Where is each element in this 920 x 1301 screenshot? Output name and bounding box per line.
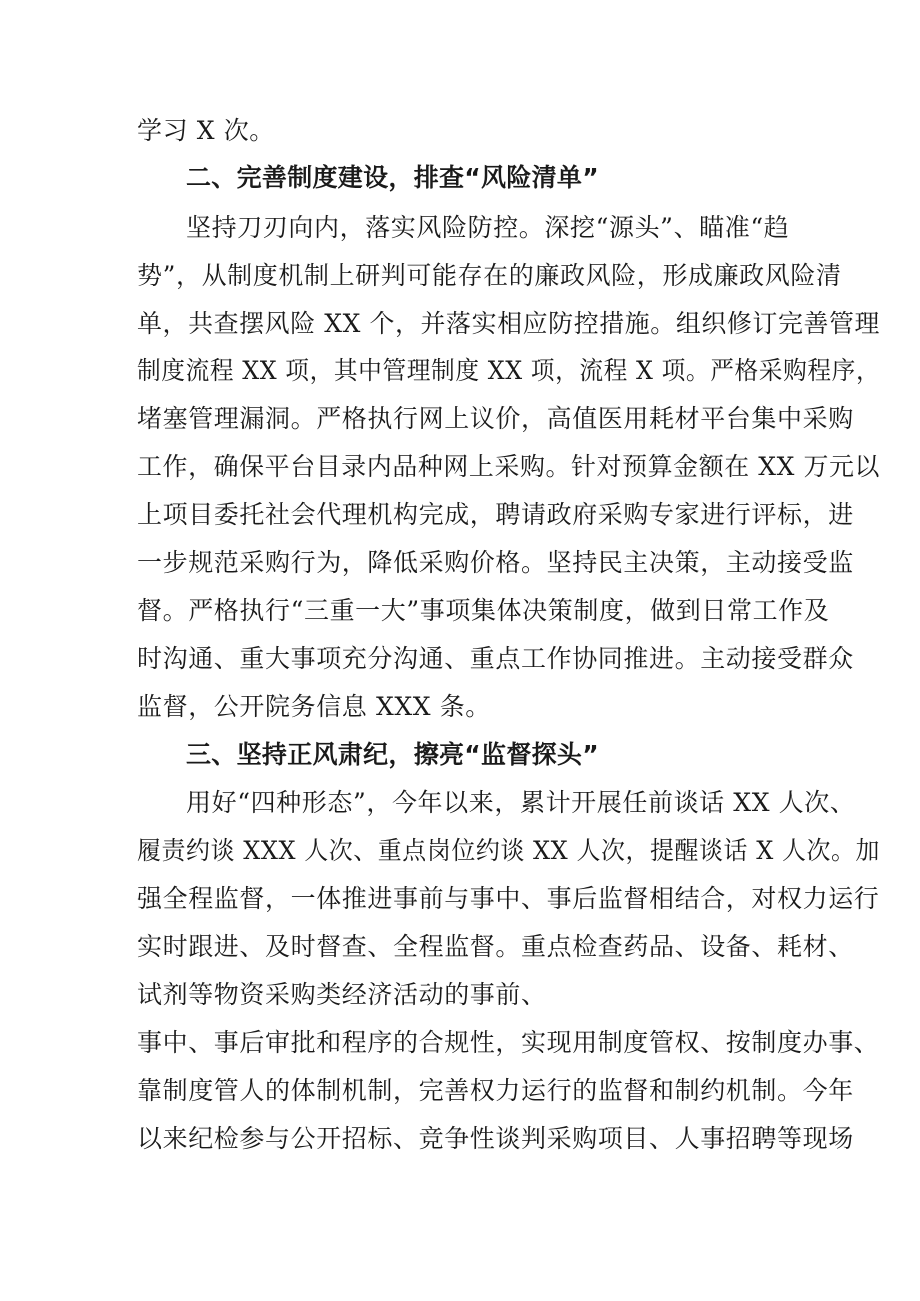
paragraph-line: 督。严格执行“三重一大”事项集体决策制度，做到日常工作及 xyxy=(137,596,830,625)
paragraph-line: 制度流程 XX 项，其中管理制度 XX 项，流程 X 项。严格采购程序， xyxy=(137,356,881,385)
paragraph-line: 势”，从制度机制上研判可能存在的廉政风险，形成廉政风险清 xyxy=(137,261,842,290)
text-line: 学习 X 次。 xyxy=(137,116,275,145)
section-heading-3: 三、坚持正风肃纪，擦亮“监督探头” xyxy=(186,740,599,769)
paragraph-line: 用好“四种形态”，今年以来，累计开展任前谈话 XX 人次、 xyxy=(186,788,856,817)
paragraph-line: 履责约谈 XXX 人次、重点岗位约谈 XX 人次，提醒谈话 X 人次。加 xyxy=(137,836,881,865)
paragraph-line: 实时跟进、及时督查、全程监督。重点检查药品、设备、耗材、 xyxy=(137,932,854,961)
paragraph-line: 靠制度管人的体制机制，完善权力运行的监督和制约机制。今年 xyxy=(137,1076,854,1105)
paragraph-line: 试剂等物资采购类经济活动的事前、 xyxy=(137,980,547,1009)
paragraph-line: 单，共查摆风险 XX 个，并落实相应防控措施。组织修订完善管理 xyxy=(137,309,881,338)
paragraph-line: 堵塞管理漏洞。严格执行网上议价，高值医用耗材平台集中采购 xyxy=(137,404,854,433)
paragraph-line: 事中、事后审批和程序的合规性，实现用制度管权、按制度办事、 xyxy=(137,1028,880,1057)
paragraph-line: 监督，公开院务信息 XXX 条。 xyxy=(137,692,491,721)
paragraph-line: 时沟通、重大事项充分沟通、重点工作协同推进。主动接受群众 xyxy=(137,644,854,673)
paragraph-line: 工作，确保平台目录内品种网上采购。针对预算金额在 XX 万元以 xyxy=(137,452,881,481)
paragraph-line: 以来纪检参与公开招标、竞争性谈判采购项目、人事招聘等现场 xyxy=(137,1124,854,1153)
paragraph-line: 坚持刀刃向内，落实风险防控。深挖“源头”、瞄准“趋 xyxy=(186,213,790,242)
paragraph-line: 上项目委托社会代理机构完成，聘请政府采购专家进行评标，进 xyxy=(137,500,854,529)
section-heading-2: 二、完善制度建设，排查“风险清单” xyxy=(186,163,599,192)
paragraph-line: 强全程监督，一体推进事前与事中、事后监督相结合，对权力运行 xyxy=(137,884,880,913)
paragraph-line: 一步规范采购行为，降低采购价格。坚持民主决策，主动接受监 xyxy=(137,548,854,577)
